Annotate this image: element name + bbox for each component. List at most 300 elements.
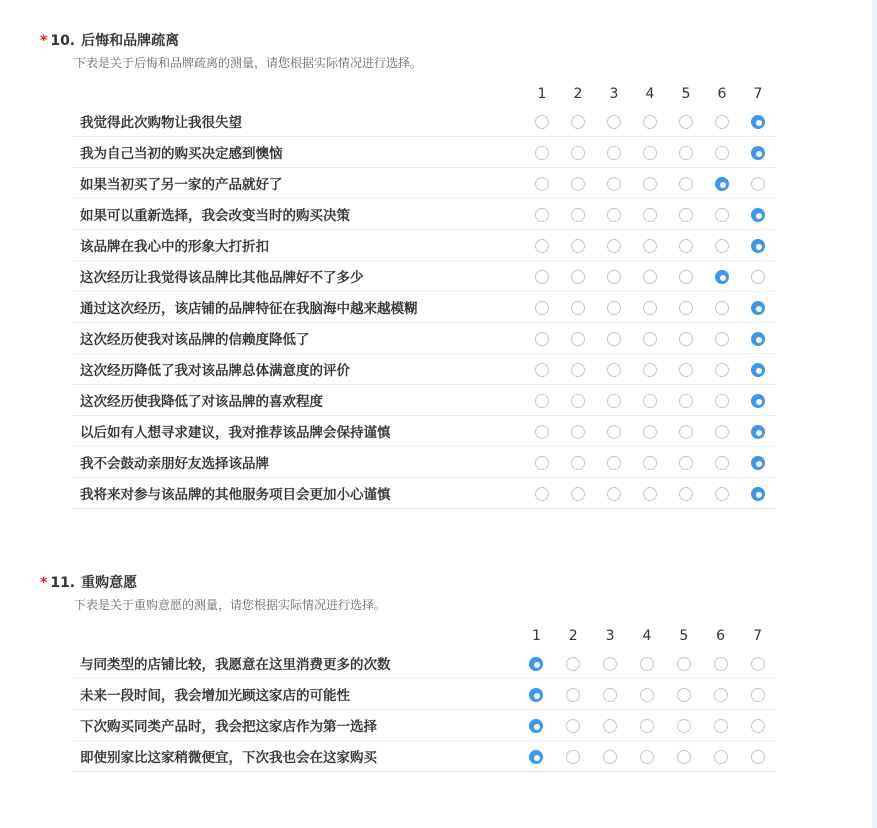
radio-option[interactable]: [643, 208, 657, 222]
page-scroll-edge: [872, 0, 877, 828]
radio-cell: [665, 710, 702, 741]
row-label: 与同类型的店铺比较，我愿意在这里消费更多的次数: [72, 648, 518, 679]
row-label: 这次经历降低了我对该品牌总体满意度的评价: [72, 354, 524, 385]
radio-option[interactable]: [751, 657, 765, 671]
radio-cell: [555, 679, 592, 710]
radio-option[interactable]: [535, 270, 549, 284]
radio-option[interactable]: [679, 239, 693, 253]
radio-cell: [740, 261, 776, 292]
radio-cell: [560, 323, 596, 354]
radio-cell: [632, 478, 668, 509]
rating-matrix: [72, 82, 776, 509]
question-description: 下表是关于后悔和品牌疏离的测量，请您根据实际情况进行选择。: [74, 56, 423, 70]
scale-label: 2: [573, 86, 583, 102]
radio-option[interactable]: [714, 719, 728, 733]
radio-option[interactable]: [679, 425, 693, 439]
radio-cell: [668, 385, 704, 416]
radio-option[interactable]: [571, 301, 585, 315]
radio-option[interactable]: [535, 363, 549, 377]
radio-option[interactable]: [640, 750, 654, 764]
radio-cell: [668, 230, 704, 261]
radio-option[interactable]: [571, 456, 585, 470]
row-label-header: [72, 82, 524, 106]
radio-cell: [740, 106, 776, 137]
radio-cell: [560, 137, 596, 168]
matrix-row: [72, 292, 776, 323]
question-description: 下表是关于重购意愿的测量，请您根据实际情况进行选择。: [74, 598, 387, 612]
radio-cell: [704, 447, 740, 478]
radio-cell: [524, 106, 560, 137]
radio-option[interactable]: [535, 115, 549, 129]
question-11: [40, 570, 780, 772]
radio-option[interactable]: [571, 394, 585, 408]
matrix-row: [72, 741, 776, 772]
radio-cell: [524, 354, 560, 385]
radio-option[interactable]: [679, 394, 693, 408]
radio-cell: [560, 447, 596, 478]
radio-option[interactable]: [677, 688, 691, 702]
radio-cell: [740, 447, 776, 478]
radio-cell: [596, 354, 632, 385]
radio-option[interactable]: [607, 177, 621, 191]
scale-label: 6: [717, 86, 727, 102]
radio-option-selected[interactable]: [751, 332, 765, 346]
radio-cell: [668, 354, 704, 385]
radio-option[interactable]: [643, 332, 657, 346]
radio-option[interactable]: [607, 425, 621, 439]
matrix-row: [72, 710, 776, 741]
radio-option[interactable]: [566, 688, 580, 702]
radio-cell: [740, 354, 776, 385]
radio-option[interactable]: [535, 146, 549, 160]
radio-cell: [560, 478, 596, 509]
radio-cell: [632, 385, 668, 416]
radio-option[interactable]: [566, 719, 580, 733]
radio-option[interactable]: [643, 301, 657, 315]
radio-option[interactable]: [714, 750, 728, 764]
radio-cell: [740, 230, 776, 261]
radio-cell: [629, 648, 666, 679]
radio-option[interactable]: [714, 657, 728, 671]
matrix-row: [72, 168, 776, 199]
radio-cell: [702, 741, 739, 772]
row-label: 我觉得此次购物让我很失望: [72, 106, 524, 137]
matrix-body: [72, 648, 776, 772]
scale-label: 4: [642, 628, 652, 644]
radio-option-selected[interactable]: [751, 146, 765, 160]
radio-cell: [596, 416, 632, 447]
radio-option-selected[interactable]: [751, 301, 765, 315]
question-title: [40, 570, 780, 596]
radio-option[interactable]: [715, 301, 729, 315]
radio-cell: [592, 710, 629, 741]
radio-option-selected[interactable]: [751, 425, 765, 439]
row-label: 这次经历让我觉得该品牌比其他品牌好不了多少: [72, 261, 524, 292]
rating-matrix: [72, 624, 776, 772]
row-label: 如果当初买了另一家的产品就好了: [72, 168, 524, 199]
radio-cell: [596, 292, 632, 323]
radio-cell: [704, 261, 740, 292]
row-label: 如果可以重新选择，我会改变当时的购买决策: [72, 199, 524, 230]
radio-option[interactable]: [677, 750, 691, 764]
radio-option-selected[interactable]: [751, 208, 765, 222]
radio-cell: [668, 261, 704, 292]
row-label: 这次经历使我对该品牌的信赖度降低了: [72, 323, 524, 354]
radio-cell: [704, 354, 740, 385]
radio-cell: [632, 230, 668, 261]
radio-cell: [668, 478, 704, 509]
radio-cell: [524, 323, 560, 354]
radio-cell: [668, 106, 704, 137]
radio-option[interactable]: [607, 301, 621, 315]
radio-cell: [518, 648, 555, 679]
question-number: 10.: [50, 33, 76, 49]
radio-cell: [560, 168, 596, 199]
radio-option[interactable]: [571, 239, 585, 253]
radio-option[interactable]: [607, 332, 621, 346]
radio-option-selected[interactable]: [529, 750, 543, 764]
scale-label: 7: [753, 86, 763, 102]
radio-option[interactable]: [677, 719, 691, 733]
radio-cell: [596, 478, 632, 509]
radio-cell: [555, 741, 592, 772]
radio-option[interactable]: [643, 425, 657, 439]
radio-cell: [560, 416, 596, 447]
radio-cell: [740, 168, 776, 199]
radio-cell: [596, 168, 632, 199]
row-label: 通过这次经历，该店铺的品牌特征在我脑海中越来越模糊: [72, 292, 524, 323]
radio-option[interactable]: [607, 146, 621, 160]
radio-option-selected[interactable]: [751, 456, 765, 470]
radio-cell: [739, 648, 776, 679]
radio-cell: [668, 447, 704, 478]
scale-label: 3: [609, 86, 619, 102]
radio-option[interactable]: [677, 657, 691, 671]
matrix-row: [72, 230, 776, 261]
radio-option[interactable]: [603, 688, 617, 702]
radio-cell: [596, 261, 632, 292]
radio-option-selected[interactable]: [751, 487, 765, 501]
radio-cell: [704, 292, 740, 323]
radio-option[interactable]: [535, 332, 549, 346]
radio-option[interactable]: [643, 394, 657, 408]
radio-option[interactable]: [715, 394, 729, 408]
radio-option-selected[interactable]: [751, 363, 765, 377]
radio-option[interactable]: [607, 487, 621, 501]
radio-option-selected[interactable]: [751, 394, 765, 408]
radio-cell: [524, 416, 560, 447]
radio-cell: [560, 199, 596, 230]
radio-option[interactable]: [643, 487, 657, 501]
row-label: 我为自己当初的购买决定感到懊恼: [72, 137, 524, 168]
radio-cell: [665, 741, 702, 772]
matrix-row: [72, 137, 776, 168]
radio-option[interactable]: [715, 239, 729, 253]
radio-cell: [592, 648, 629, 679]
scale-header-row: [72, 82, 776, 106]
radio-option[interactable]: [571, 115, 585, 129]
radio-cell: [632, 416, 668, 447]
radio-option[interactable]: [715, 332, 729, 346]
radio-cell: [560, 292, 596, 323]
radio-option[interactable]: [640, 657, 654, 671]
radio-option[interactable]: [571, 363, 585, 377]
scale-label: 1: [531, 628, 541, 644]
radio-option[interactable]: [715, 363, 729, 377]
radio-option[interactable]: [607, 363, 621, 377]
radio-cell: [668, 137, 704, 168]
radio-cell: [596, 385, 632, 416]
row-label: 下次购买同类产品时，我会把这家店作为第一选择: [72, 710, 518, 741]
scale-label: 1: [537, 86, 547, 102]
radio-cell: [524, 292, 560, 323]
radio-cell: [704, 416, 740, 447]
required-mark: *: [40, 33, 48, 49]
radio-option[interactable]: [679, 146, 693, 160]
radio-option[interactable]: [535, 394, 549, 408]
radio-option-selected[interactable]: [751, 239, 765, 253]
radio-cell: [632, 447, 668, 478]
radio-option[interactable]: [679, 177, 693, 191]
matrix-body: [72, 106, 776, 509]
radio-option[interactable]: [607, 208, 621, 222]
radio-cell: [560, 106, 596, 137]
scale-label: 7: [753, 628, 762, 644]
radio-option-selected[interactable]: [751, 115, 765, 129]
radio-cell: [665, 679, 702, 710]
radio-option[interactable]: [571, 208, 585, 222]
radio-option[interactable]: [607, 270, 621, 284]
radio-cell: [596, 199, 632, 230]
radio-cell: [704, 168, 740, 199]
matrix-row: [72, 323, 776, 354]
radio-cell: [740, 416, 776, 447]
radio-option[interactable]: [715, 456, 729, 470]
radio-option[interactable]: [715, 208, 729, 222]
radio-option[interactable]: [571, 146, 585, 160]
radio-option[interactable]: [679, 270, 693, 284]
radio-cell: [668, 323, 704, 354]
radio-option[interactable]: [715, 425, 729, 439]
radio-option[interactable]: [643, 177, 657, 191]
radio-cell: [632, 323, 668, 354]
radio-cell: [555, 648, 592, 679]
radio-cell: [704, 478, 740, 509]
radio-option[interactable]: [571, 332, 585, 346]
matrix-row: [72, 416, 776, 447]
radio-cell: [596, 323, 632, 354]
radio-option[interactable]: [640, 719, 654, 733]
radio-cell: [704, 323, 740, 354]
radio-cell: [596, 447, 632, 478]
radio-option[interactable]: [603, 750, 617, 764]
row-label: 未来一段时间，我会增加光顾这家店的可能性: [72, 679, 518, 710]
radio-option[interactable]: [603, 657, 617, 671]
radio-option[interactable]: [535, 177, 549, 191]
scale-label: 5: [681, 86, 691, 102]
radio-cell: [560, 385, 596, 416]
radio-option[interactable]: [679, 208, 693, 222]
radio-option[interactable]: [715, 146, 729, 160]
radio-option[interactable]: [535, 208, 549, 222]
radio-cell: [632, 261, 668, 292]
radio-option[interactable]: [643, 363, 657, 377]
radio-option[interactable]: [679, 301, 693, 315]
matrix-row: [72, 679, 776, 710]
radio-option-selected[interactable]: [715, 177, 729, 191]
scale-label: 2: [568, 628, 578, 644]
question-title: [40, 28, 780, 54]
radio-cell: [524, 168, 560, 199]
radio-option[interactable]: [751, 270, 765, 284]
radio-cell: [555, 710, 592, 741]
radio-option[interactable]: [535, 456, 549, 470]
radio-option[interactable]: [607, 394, 621, 408]
radio-cell: [632, 137, 668, 168]
radio-option-selected[interactable]: [529, 688, 543, 702]
radio-cell: [704, 230, 740, 261]
radio-option[interactable]: [751, 750, 765, 764]
radio-cell: [524, 230, 560, 261]
radio-cell: [740, 478, 776, 509]
radio-option[interactable]: [535, 239, 549, 253]
radio-option[interactable]: [715, 487, 729, 501]
row-label: 我将来对参与该品牌的其他服务项目会更加小心谨慎: [72, 478, 524, 509]
matrix-row: [72, 354, 776, 385]
radio-cell: [702, 648, 739, 679]
radio-option[interactable]: [715, 115, 729, 129]
matrix-row: [72, 106, 776, 137]
scale-label: 5: [679, 628, 689, 644]
radio-option-selected[interactable]: [529, 657, 543, 671]
radio-option[interactable]: [714, 688, 728, 702]
radio-cell: [704, 106, 740, 137]
radio-option[interactable]: [607, 115, 621, 129]
radio-option[interactable]: [566, 657, 580, 671]
scale-header-row: [72, 624, 776, 648]
radio-cell: [560, 230, 596, 261]
radio-option[interactable]: [751, 688, 765, 702]
radio-cell: [668, 416, 704, 447]
row-label: 即使别家比这家稍微便宜，下次我也会在这家购买: [72, 741, 518, 772]
required-mark: *: [40, 575, 48, 591]
radio-cell: [524, 199, 560, 230]
radio-option[interactable]: [640, 688, 654, 702]
radio-option[interactable]: [571, 177, 585, 191]
radio-cell: [632, 354, 668, 385]
radio-cell: [668, 292, 704, 323]
radio-option[interactable]: [535, 487, 549, 501]
radio-option[interactable]: [679, 332, 693, 346]
radio-option[interactable]: [535, 425, 549, 439]
radio-option[interactable]: [751, 719, 765, 733]
radio-option[interactable]: [643, 239, 657, 253]
radio-option[interactable]: [603, 719, 617, 733]
row-label: 这次经历使我降低了对该品牌的喜欢程度: [72, 385, 524, 416]
radio-option[interactable]: [679, 487, 693, 501]
radio-option[interactable]: [571, 487, 585, 501]
radio-cell: [524, 385, 560, 416]
radio-cell: [596, 230, 632, 261]
scale-label: 3: [605, 628, 615, 644]
radio-cell: [518, 679, 555, 710]
radio-option-selected[interactable]: [529, 719, 543, 733]
radio-cell: [632, 292, 668, 323]
radio-cell: [740, 292, 776, 323]
matrix-row: [72, 478, 776, 509]
radio-cell: [739, 710, 776, 741]
matrix-row: [72, 385, 776, 416]
radio-cell: [596, 137, 632, 168]
radio-cell: [702, 679, 739, 710]
scale-label: 6: [716, 628, 726, 644]
radio-cell: [704, 385, 740, 416]
radio-cell: [740, 137, 776, 168]
radio-cell: [596, 106, 632, 137]
radio-cell: [740, 323, 776, 354]
radio-option[interactable]: [571, 425, 585, 439]
scale-label: 4: [645, 86, 655, 102]
radio-cell: [629, 710, 666, 741]
radio-cell: [739, 741, 776, 772]
radio-cell: [704, 137, 740, 168]
matrix-row: [72, 447, 776, 478]
question-title-text: 后悔和品牌疏离: [81, 33, 180, 49]
radio-option[interactable]: [679, 363, 693, 377]
radio-cell: [668, 168, 704, 199]
radio-option[interactable]: [679, 456, 693, 470]
radio-cell: [524, 137, 560, 168]
radio-cell: [629, 679, 666, 710]
radio-option[interactable]: [643, 115, 657, 129]
radio-cell: [560, 261, 596, 292]
radio-cell: [632, 199, 668, 230]
row-label: 以后如有人想寻求建议，我对推荐该品牌会保持谨慎: [72, 416, 524, 447]
question-title-text: 重购意愿: [81, 575, 138, 591]
radio-option[interactable]: [679, 115, 693, 129]
radio-option[interactable]: [607, 239, 621, 253]
radio-option-selected[interactable]: [715, 270, 729, 284]
radio-option[interactable]: [751, 177, 765, 191]
radio-cell: [524, 478, 560, 509]
radio-option[interactable]: [535, 301, 549, 315]
radio-option[interactable]: [607, 456, 621, 470]
radio-cell: [524, 447, 560, 478]
matrix-row: [72, 648, 776, 679]
radio-cell: [524, 261, 560, 292]
radio-cell: [560, 354, 596, 385]
radio-option[interactable]: [643, 146, 657, 160]
radio-cell: [629, 741, 666, 772]
radio-cell: [665, 648, 702, 679]
radio-option[interactable]: [571, 270, 585, 284]
radio-cell: [740, 199, 776, 230]
radio-cell: [592, 679, 629, 710]
radio-cell: [740, 385, 776, 416]
question-number: 11.: [50, 575, 76, 591]
question-10: [40, 28, 780, 509]
matrix-row: [72, 261, 776, 292]
radio-cell: [592, 741, 629, 772]
radio-cell: [702, 710, 739, 741]
radio-cell: [632, 168, 668, 199]
radio-option[interactable]: [643, 270, 657, 284]
radio-option[interactable]: [643, 456, 657, 470]
radio-option[interactable]: [566, 750, 580, 764]
row-label: 我不会鼓动亲朋好友选择该品牌: [72, 447, 524, 478]
radio-cell: [739, 679, 776, 710]
radio-cell: [704, 199, 740, 230]
